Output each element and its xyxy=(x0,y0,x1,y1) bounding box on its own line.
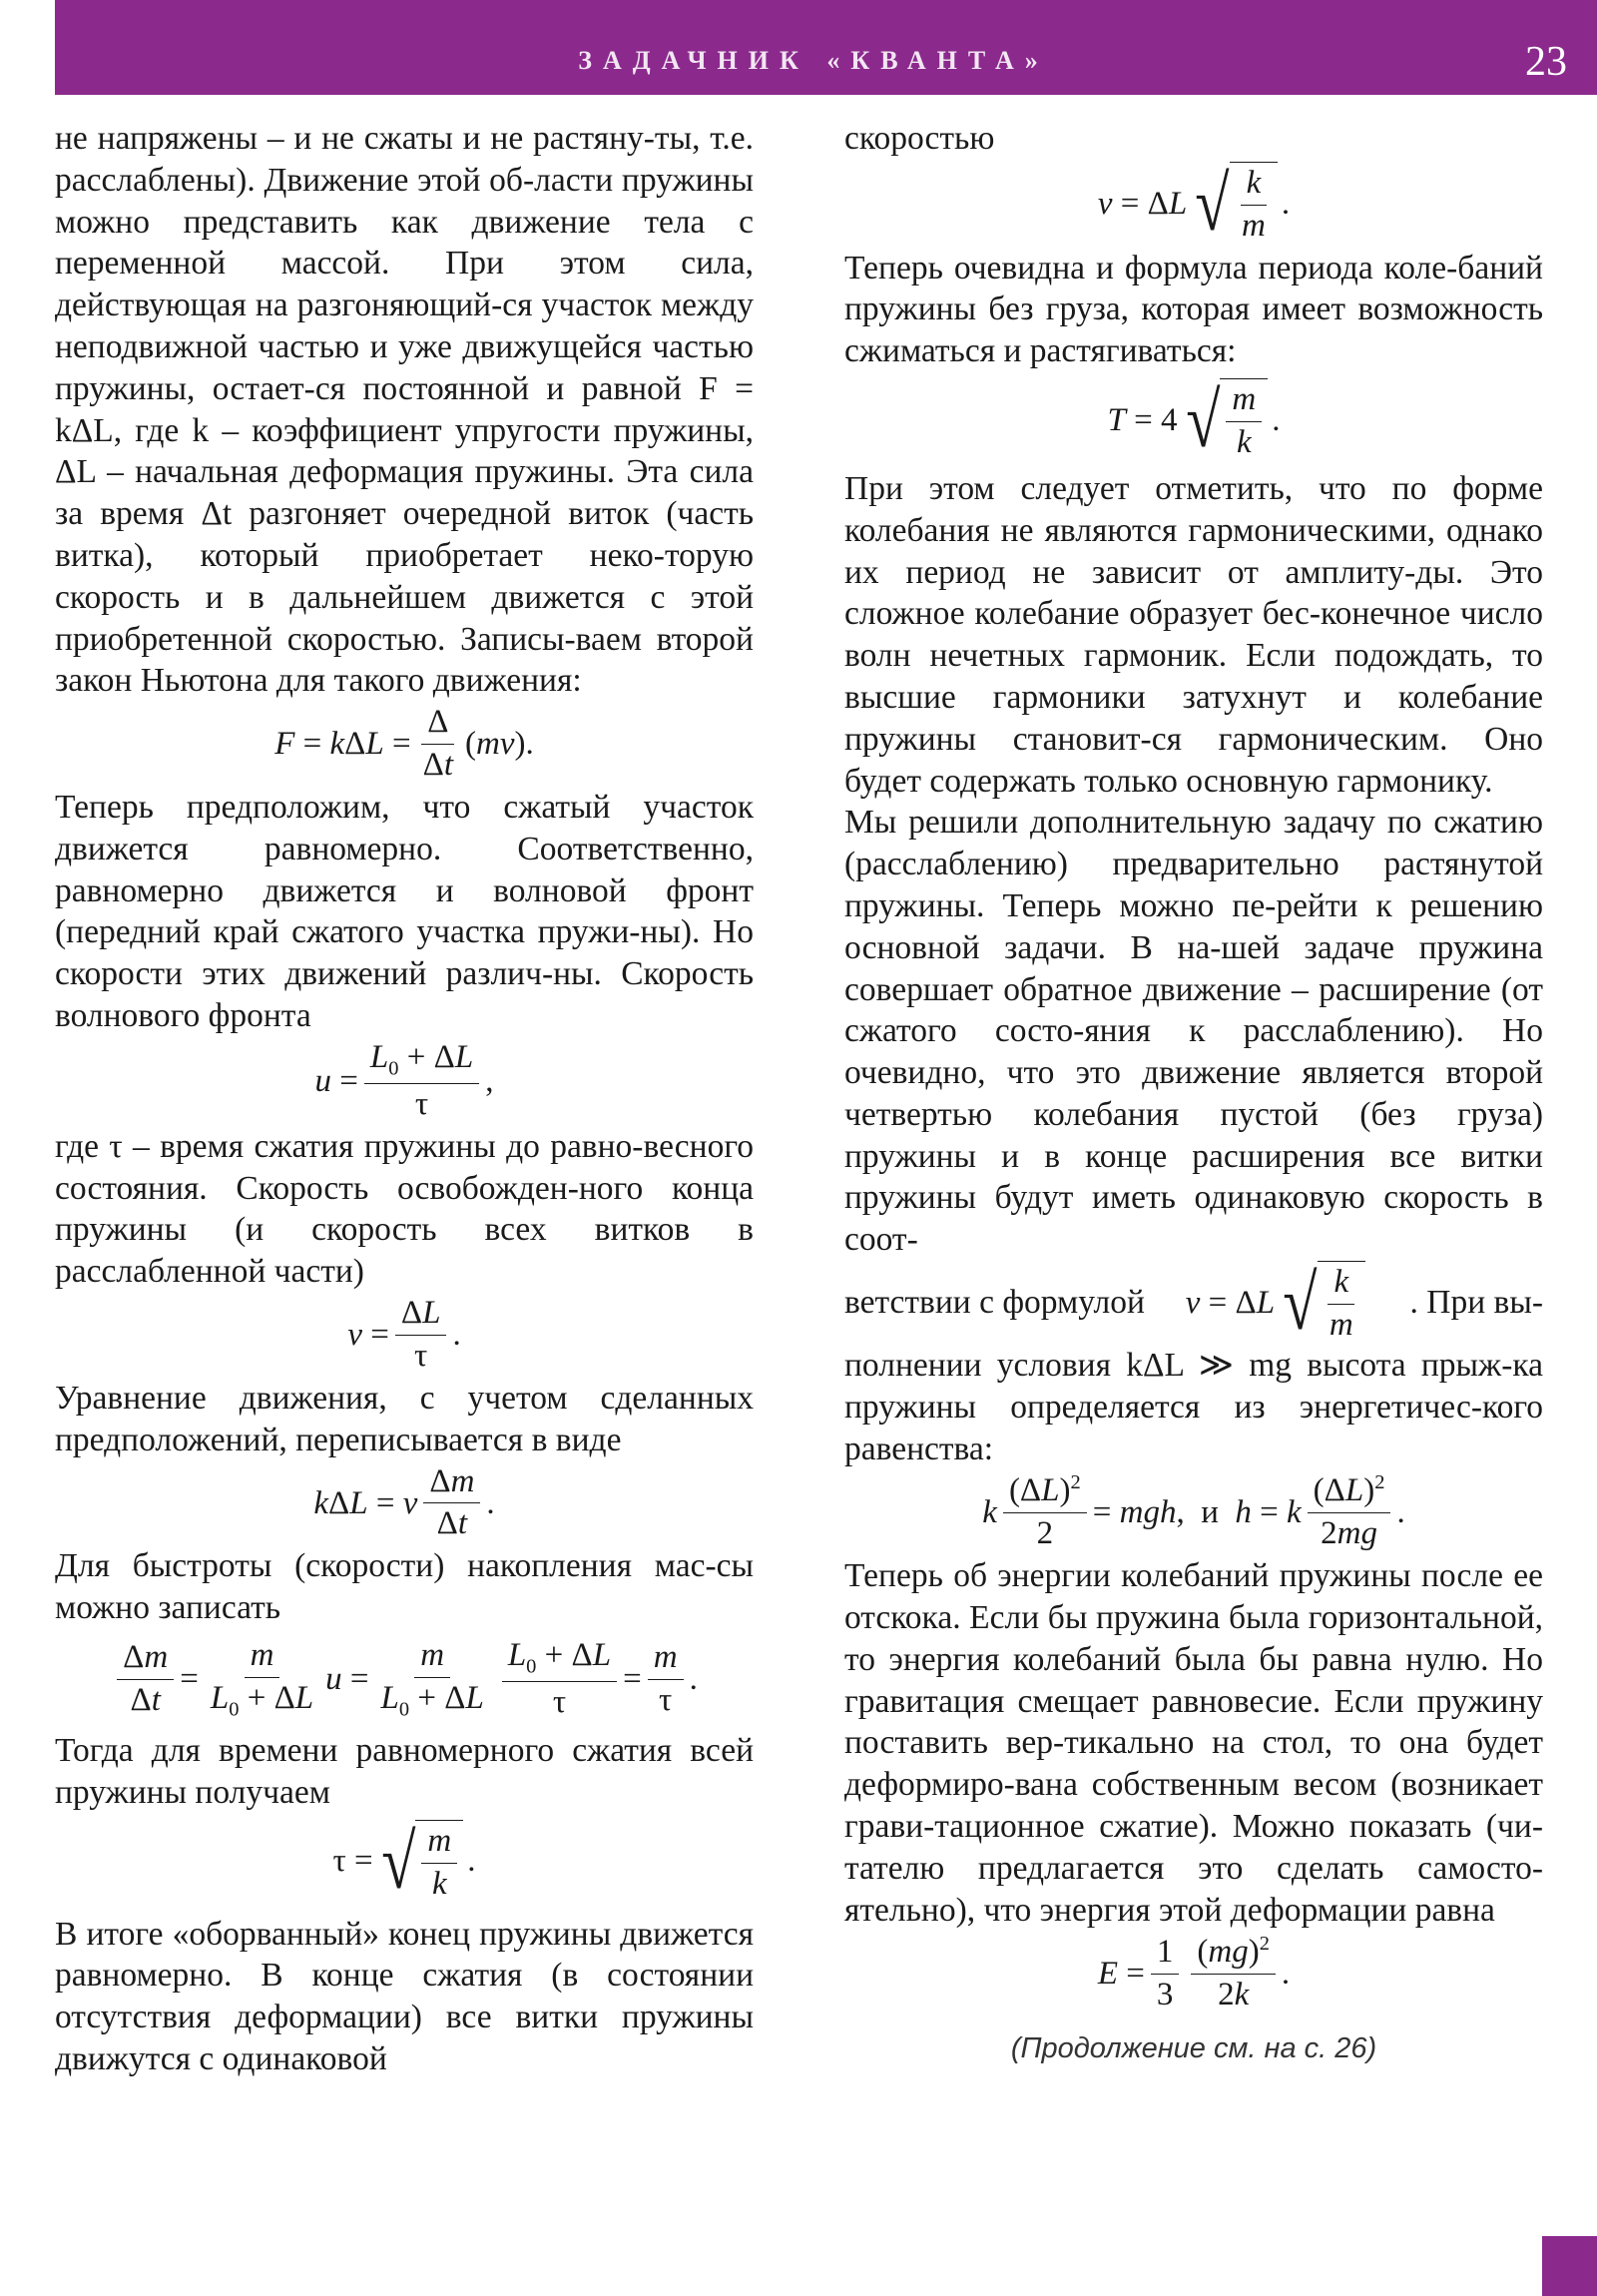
formula-newton-second-law: F = k Δ L = $\frac{\Delta}{\Delta t}$ ( mv ). xyxy=(274,704,534,784)
corner-tab xyxy=(1542,2236,1597,2296)
paragraph: Теперь об энергии колебаний пружины после ее отскока. Если бы пружина была горизонтальной, то энергия колебаний была бы равна нулю. Но гравитация смещает равновесие. Если пружину поставить вер-тикально на стол, то она будет деформиро-вана собственным весом (возникает грави-тационное сжатие). Можно показать (чи-тателю предлагается это сделать самосто-ятельно), что энергия этой деформации равна xyxy=(844,1557,1543,1929)
page-number: 23 xyxy=(1525,39,1567,85)
paragraph: где τ – время сжатия пружины до равно-весного состояния. Скорость освобожден-ного конца пружины (и скорость всех витков в расслабленной части) xyxy=(55,1127,754,1291)
paragraph: полнении условия kΔL ≫ mg высота прыж-ка пружины определяется из энергетичес-кого равенства: xyxy=(844,1346,1543,1467)
paragraph: Мы решили дополнительную задачу по сжатию (расслаблению) предварительно растянутой пружины. Теперь можно пе-рейти к решению основной задачи. В на-шей задаче пружина совершает обратное движение – расширение (от сжатого состо-яния к расслаблению). Но очевидно, что это движение является второй четвертью колебания пустой (без груза) пружины и в конце расширения все витки пружины будут иметь одинаковую скорость в соот- xyxy=(844,804,1543,1259)
formula-compression-time: τ = √ $\frac{m}{k}$ . xyxy=(332,1817,476,1905)
formula-motion-equation: k Δ L = v $\frac{\Delta m}{\Delta t}$ . xyxy=(313,1462,495,1542)
paragraph: скоростью xyxy=(844,120,995,157)
paragraph: При этом следует отметить, что по форме колебания не являются гармоническими, однако их период не зависит от амплиту-ды. Это сложное колебание образует бес-конечное число волн нечетных гармоник. Если подождать, то высшие гармоники затухнут и колебание пружины становит-ся гармоническим. Оно будет содержать только основную гармонику. xyxy=(844,469,1543,800)
formula-mass-rate: $\frac{\Delta m}{\Delta t}$ = $\frac{m}{L_0 + \Delta L}$ u = $\frac{m}{L_0 + \Delta L}$ $\frac{L_0 + \Delta L}{\tau}$ = $\frac{m}{\tau}$ . xyxy=(55,1637,754,1722)
continued-note: (Продолжение см. на с. 26) xyxy=(1010,2032,1377,2065)
paragraph-inline-formula xyxy=(844,1261,1543,1345)
paragraph: не напряжены – и не сжаты и не растяну-ты, т.е. расслаблены). Движение этой об-ласти пружины можно представить как движение тела с переменной массой. При этом сила, действующая на разгоняющий-ся участок между неподвижной частью и уже движущейся частью пружины, остает-ся постоянной и равной F = kΔL, где k – коэффициент упругости пружины, ΔL – начальная деформация пружины. Эта сила за время Δt разгоняет очередной виток (часть витка), который приобретает неко-торую скорость и в дальнейшем движется с этой приобретенной скоростью. Записы-ваем второй закон Ньютона для такого движения: xyxy=(55,120,754,700)
paragraph: В итоге «оборванный» конец пружины движется равномерно. В конце сжатия (в состоянии отсутствия деформации) все витки пружины движутся с одинаковой xyxy=(55,1915,754,2077)
inline-formula-speed: v = Δ L √ $\frac{k}{m}$ xyxy=(1186,1261,1369,1345)
paragraph: Теперь предположим, что сжатый участок движется равномерно. Соответственно, равномерно движется и волновой фронт (передний край сжатого участка пружи-ны). Но скорости этих движений различ-ны. Скорость волнового фронта xyxy=(55,789,754,1035)
formula-end-speed: v = $\frac{\Delta L}{\tau}$ . xyxy=(347,1295,461,1374)
journal-section-title: ЗАДАЧНИК «КВАНТА» xyxy=(578,46,1049,75)
paragraph: Уравнение движения, с учетом сделанных предположений, переписывается в виде xyxy=(55,1379,754,1458)
formula-period: T = 4 √ $\frac{m}{k}$ . xyxy=(1107,376,1281,463)
header-bar xyxy=(55,0,1597,95)
left-column xyxy=(55,118,754,2080)
formula-jump-height: k $\frac{(\Delta L)^2}{2}$ = mgh , и h = k $\frac{(\Delta L)^2}{2mg}$ . xyxy=(982,1471,1405,1552)
inline-text: . При вы- xyxy=(1409,1284,1543,1322)
paragraph: Тогда для времени равномерного сжатия всей пружины получаем xyxy=(55,1732,754,1811)
inline-text: ветствии с формулой xyxy=(844,1284,1145,1322)
paragraph: Теперь очевидна и формула периода коле-баний пружины без груза, которая имеет возможность сжиматься и растягиваться: xyxy=(844,249,1543,370)
paragraph: Для быстроты (скорости) накопления мас-сы можно записать xyxy=(55,1547,754,1627)
formula-wavefront-speed: u = $\frac{L_0 + \Delta L}{\tau}$ , xyxy=(314,1038,494,1122)
right-column xyxy=(844,118,1543,2070)
formula-deformation-energy: E = $\frac{1}{3}$ $\frac{(mg)^2}{2k}$ . xyxy=(1097,1933,1291,2013)
formula-speed-sqrt: v = Δ L √ $\frac{k}{m}$ . xyxy=(1097,159,1291,247)
